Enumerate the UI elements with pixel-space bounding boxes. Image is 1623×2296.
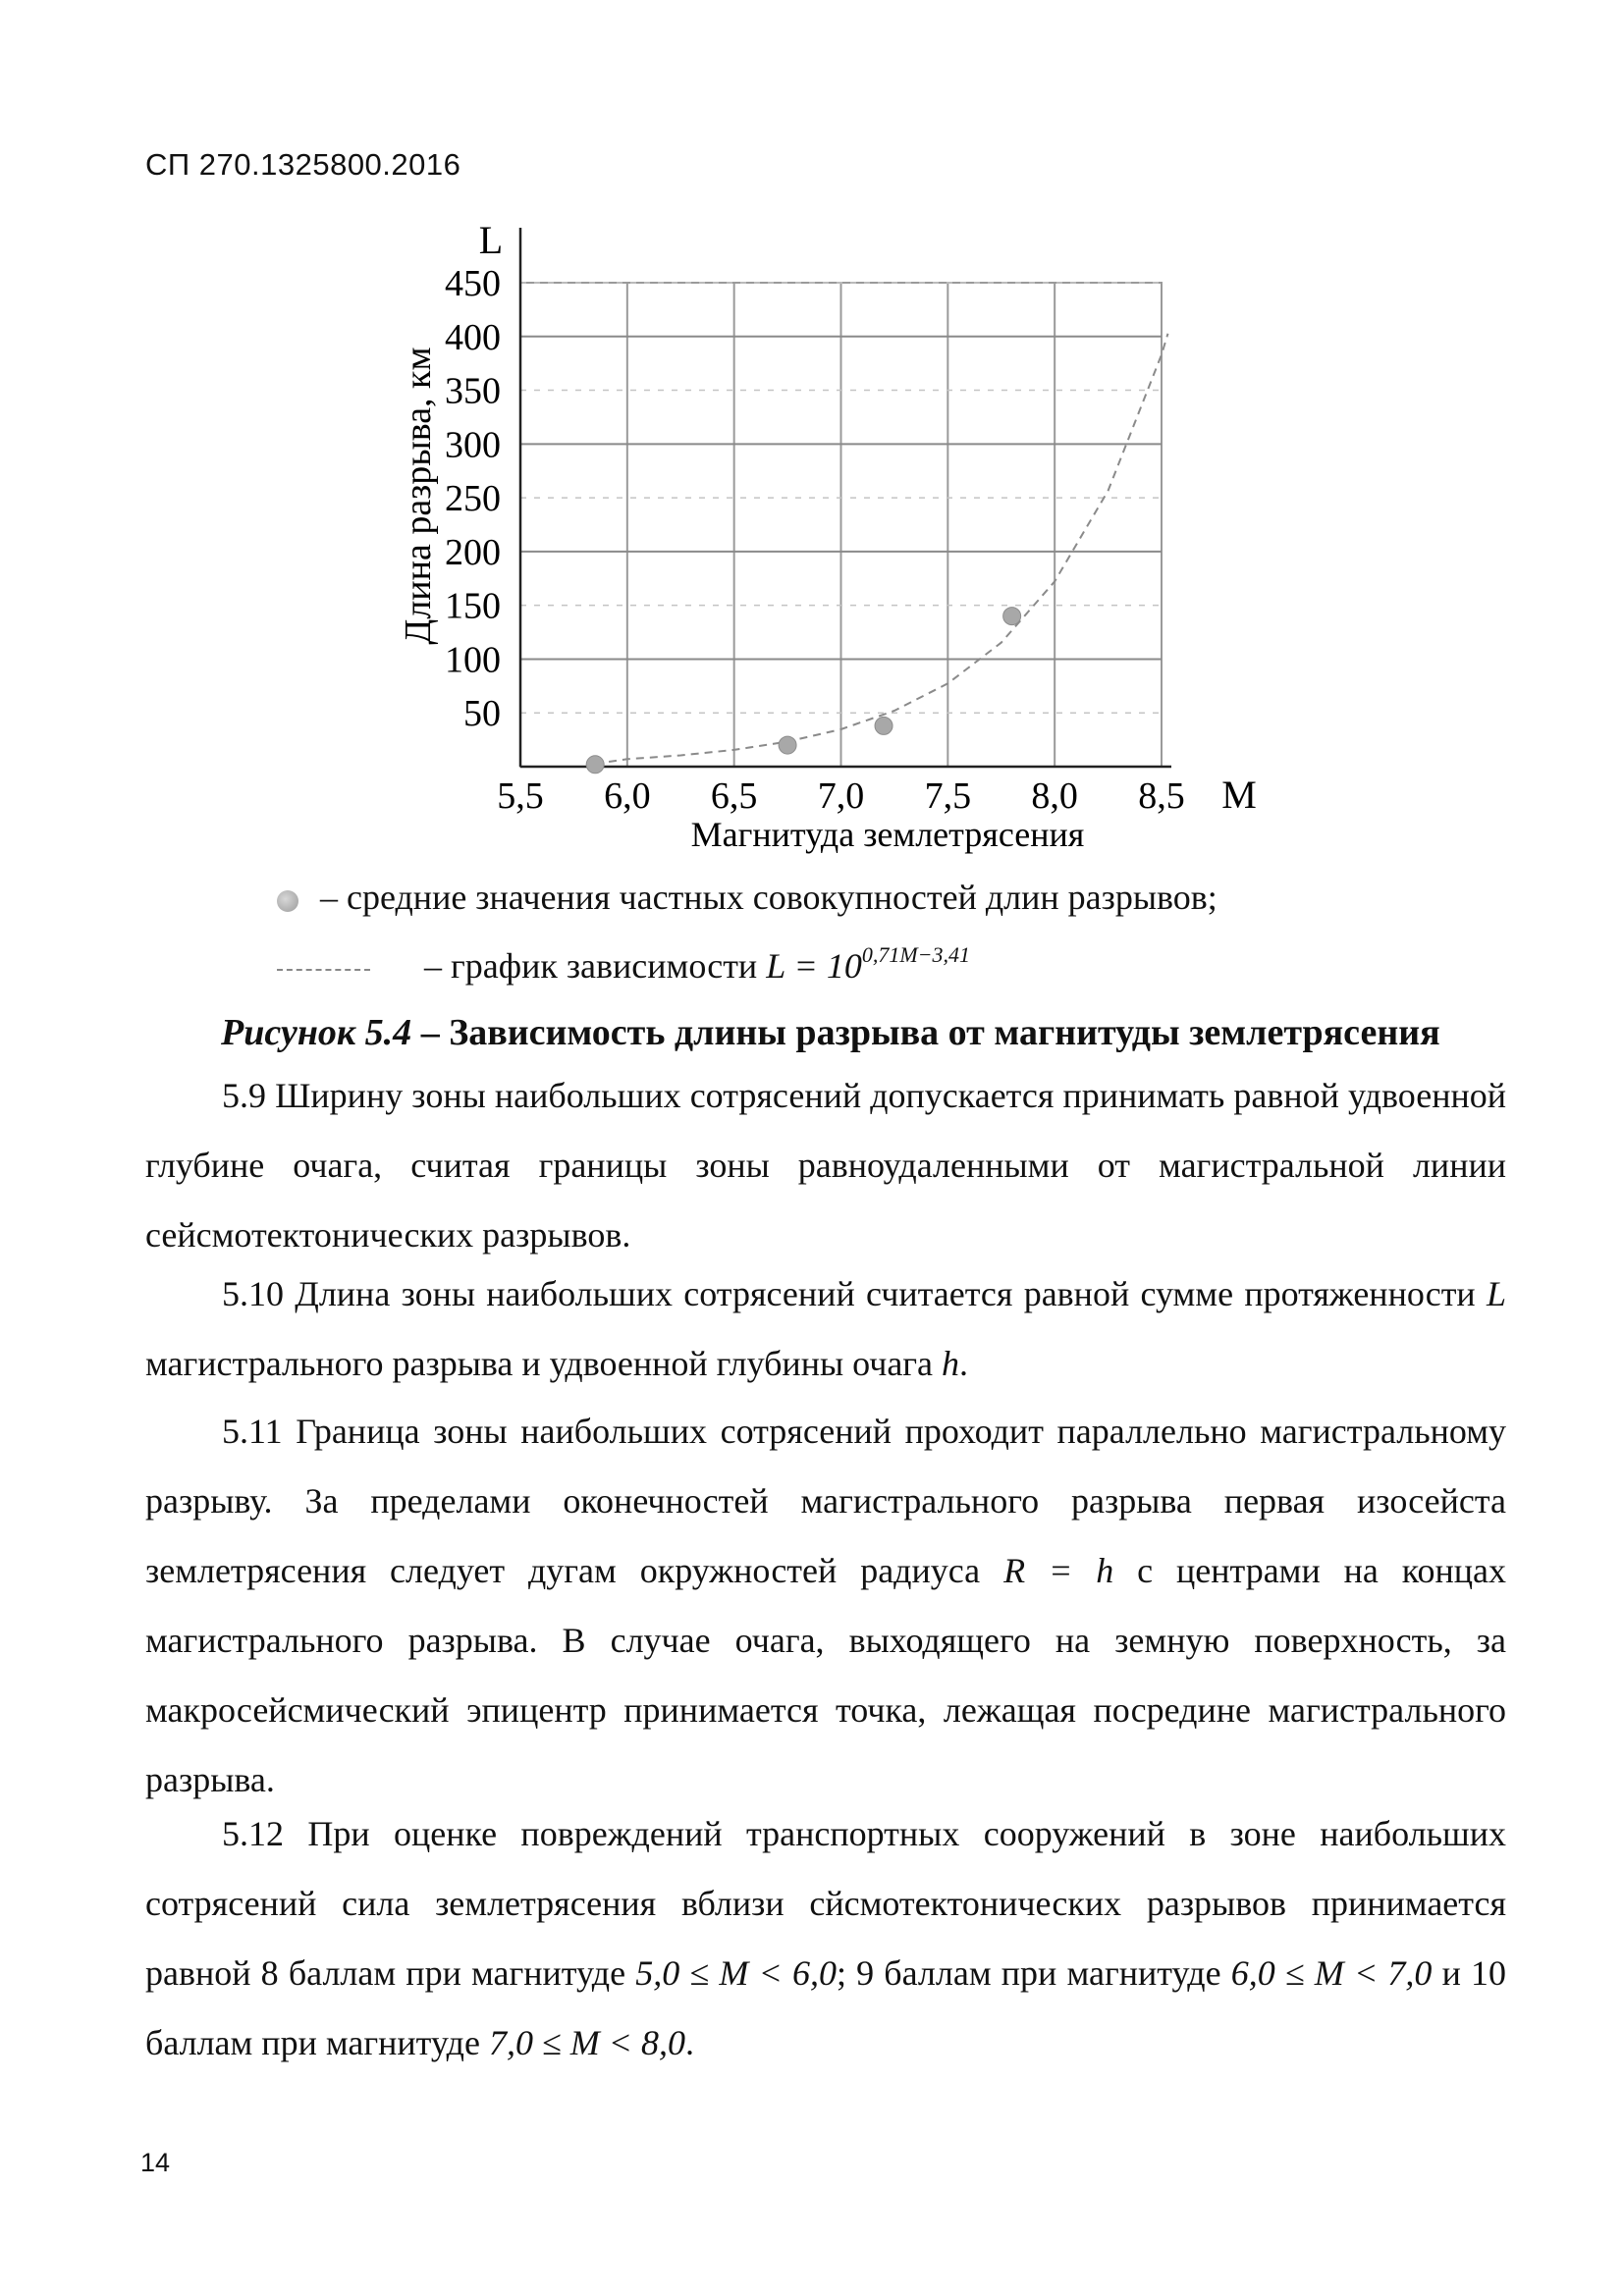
paragraph-5-12 [145,1799,1506,2078]
paragraph-5-11 [145,1397,1506,1815]
p512-text-c: и 10 баллам при магнитуде [145,1953,1507,2062]
p511-text-a: 5.11 Граница зоны наибольших сотрясений проходит параллельно магистральному разрыву. За пределами оконечностей магистрального разрыва первая изосейста землетрясения следует дугам окружностей радиуса [145,1412,1506,1590]
p510-variable-l: L [1486,1274,1506,1313]
p510-text-a: 5.10 Длина зоны наибольших сотрясений считается равной сумме протяженности [222,1274,1487,1313]
legend-points-text: – средние значения частных совокупностей длин разрывов; [320,878,1217,917]
x-tick-label: 7,5 [924,775,972,817]
p511-formula: R = h [1003,1551,1114,1590]
rupture-length-chart [0,0,1623,864]
y-tick-label: 450 [445,263,501,304]
legend-points-row [277,877,1217,918]
y-axis-letter: L [478,218,504,262]
legend-curve-marker [277,969,370,971]
legend-formula-exponent: 0,71M−3,41 [861,942,971,967]
data-point [779,736,796,754]
p512-range-3: 7,0 ≤ M < 8,0 [488,2023,685,2062]
x-tick-label: 8,0 [1031,775,1078,817]
p510-variable-h: h [942,1344,960,1383]
series-fit-curve [595,334,1167,764]
p511-text-b: с центрами на концах магистрального разрыва. В случае очага, выходящего на земную поверхность, за макросейсмический эпицентр принимается точка, лежащая посредине магистрального разрыва. [145,1551,1506,1799]
paragraph-5-10 [145,1259,1506,1399]
chart-tick-labels [445,263,1185,817]
y-axis-title: Длина разрыва, км [398,347,439,645]
chart-grid [520,283,1162,767]
legend-formula-base: L = 10 [766,946,862,986]
p512-range-1: 5,0 ≤ M < 6,0 [635,1953,837,1993]
data-point [586,756,604,774]
chart-curve-layer [595,334,1167,764]
legend-point-marker [277,890,298,912]
y-tick-label: 300 [445,424,501,466]
page-number: 14 [140,2148,171,2177]
legend-curve-row [277,942,970,987]
y-tick-label: 250 [445,478,501,520]
paragraph-5-9: 5.9 Ширину зоны наибольших сотрясений допускается принимать равной удвоенной глубине очага, считая границы зоны равноудаленными от магистральной линии сейсмотектонических разрывов. [145,1076,1506,1255]
legend-curve-text: – график зависимости [424,946,758,986]
p512-text-a: 5.12 При оценке повреждений транспортных сооружений в зоне наибольших сотрясений сила землетрясения вблизи сйсмотектонических разрывов принимается равной 8 баллам при магнитуде [145,1814,1506,1993]
x-axis-letter: M [1221,773,1257,817]
x-tick-label: 5,5 [497,775,544,817]
x-tick-label: 6,5 [710,775,758,817]
x-axis-title: Магнитуда землетрясения [690,815,1085,854]
p510-text-b: магистрального разрыва и удвоенной глубины очага [145,1344,943,1383]
x-tick-label: 6,0 [604,775,651,817]
data-point [875,717,893,734]
document-code-header: СП 270.1325800.2016 [145,147,461,182]
figure-caption [221,1011,1440,1054]
chart-points-layer [586,608,1020,774]
figure-number: Рисунок 5.4 [221,1012,412,1053]
data-point [1003,608,1021,625]
y-tick-label: 200 [445,531,501,573]
p512-text-b: ; 9 баллам при магнитуде [836,1953,1231,1993]
x-tick-label: 7,0 [817,775,865,817]
p512-text-d: . [684,2023,694,2062]
y-tick-label: 150 [445,585,501,627]
x-tick-label: 8,5 [1138,775,1185,817]
p510-text-c: . [959,1344,969,1383]
figure-caption-text: – Зависимость длины разрыва от магнитуды землетрясения [411,1012,1440,1053]
y-tick-label: 100 [445,639,501,681]
p512-range-2: 6,0 ≤ M < 7,0 [1230,1953,1433,1993]
y-tick-label: 350 [445,370,501,412]
y-tick-label: 50 [463,693,501,735]
y-tick-label: 400 [445,316,501,358]
